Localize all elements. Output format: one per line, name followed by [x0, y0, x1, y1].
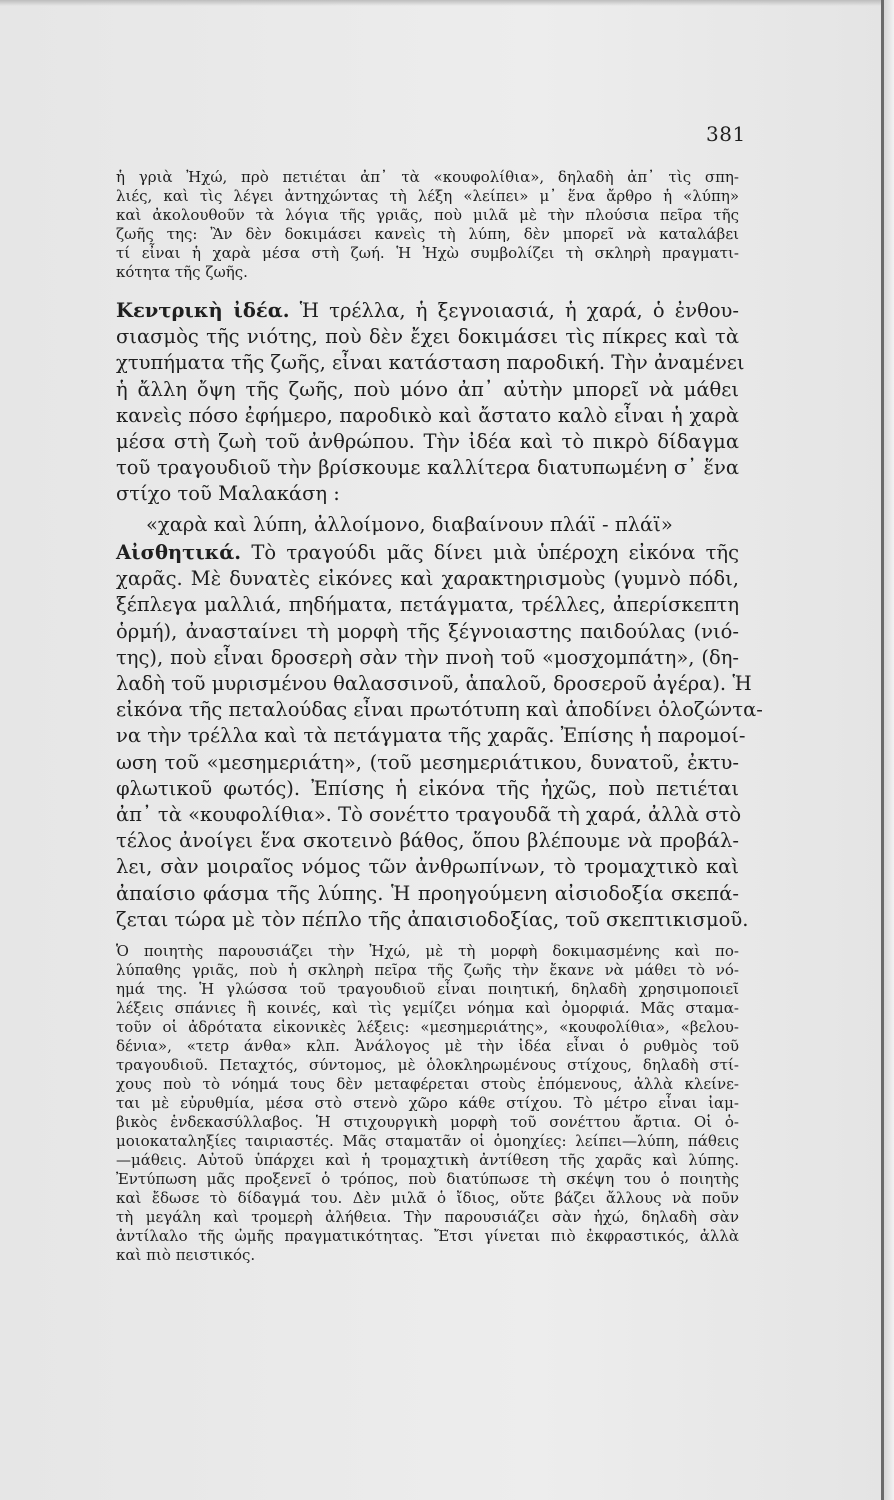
central-idea-first-line	[116, 298, 739, 324]
aesthetic-line: ὁρμή), ἀνασταίνει τὴ μορφὴ τῆς ξέγνοιαστης παιδούλας (νιό-	[116, 619, 739, 643]
central-idea-line: χτυπήματα τῆς ζωῆς, εἶναι κατάσταση παροδική. Τὴν ἀναμένει	[116, 351, 745, 375]
note-line: λέξεις σπάνιες ἢ κοινές, καὶ τὶς γεμίζει νόημα καὶ ὀμορφιά. Μᾶς σταμα-	[116, 999, 739, 1017]
aesthetic-line: της), ποὺ εἶναι δροσερὴ σὰν τὴν πνοὴ τοῦ «μοσχομπάτη», (δη-	[116, 645, 739, 669]
intro-line: λιές, καὶ τὶς λέγει ἀντηχώντας τὴ λέξη «λείπει» μ᾽ ἕνα ἄρθρο ἡ «λύπη»	[116, 187, 739, 205]
note-line: μοιοκαταληξίες ταιριαστές. Μᾶς σταματᾶν οἱ ὁμοηχίες: λείπει—λύπη, πάθεις	[116, 1132, 739, 1150]
aesthetic-line: εἰκόνα τῆς πεταλούδας εἶναι πρωτότυπη καὶ ἀποδίνει ὁλοζώντα-	[116, 698, 763, 722]
aesthetic-line: ἀπ᾽ τὰ «κουφολίθια». Τὸ σονέττο τραγουδᾶ τὴ χαρά, ἀλλὰ στὸ	[116, 803, 742, 827]
note-line: λύπαθης γριᾶς, ποὺ ἡ σκληρὴ πεῖρα τῆς ζωῆς τὴν ἔκανε νὰ μάθει τὸ νό-	[116, 961, 739, 979]
aesthetic-line: λαδὴ τοῦ μυρισμένου θαλασσινοῦ, ἁπαλοῦ, δροσεροῦ ἀγέρα). Ἡ	[116, 672, 752, 696]
note-line: ημά της. Ἡ γλώσσα τοῦ τραγουδιοῦ εἶναι ποιητική, δηλαδὴ χρησιμοποιεῖ	[116, 980, 739, 998]
intro-paragraph	[116, 168, 739, 282]
note-line: τραγουδιοῦ. Πεταχτός, σύντομος, μὲ ὁλοκληρωμένους στίχους, δηλαδὴ στί-	[116, 1056, 739, 1074]
quote-line: «χαρὰ καὶ λύπη, ἀλλοίμονο, διαβαίνουν πλάϊ - πλάϊ»	[146, 513, 673, 536]
central-idea-line: μέσα στὴ ζωὴ τοῦ ἀνθρώπου. Τὴν ἰδέα καὶ τὸ πικρὸ δίδαγμα	[116, 430, 739, 454]
note-line: τοῦν οἱ ἀδρότατα εἰκονικὲς λέξεις: «μεσημεριάτης», «κουφολίθια», «βελου-	[116, 1018, 739, 1036]
aesthetic-line: ωση τοῦ «μεσημεριάτη», (τοῦ μεσημεριάτικου, δυνατοῦ, ἐκτυ-	[116, 750, 739, 774]
aesthetic-line: τέλος ἀνοίγει ἕνα σκοτεινὸ βάθος, ὅπου βλέπουμε νὰ προβάλ-	[116, 829, 739, 853]
central-idea-line: σιασμὸς τῆς νιότης, ποὺ δὲν ἔχει δοκιμάσει τὶς πίκρες καὶ τὰ	[116, 325, 739, 349]
note-line: καὶ πιὸ πειστικός.	[116, 1246, 256, 1264]
intro-line: ἡ γριὰ Ἠχώ, πρὸ πετιέται ἀπ᾽ τὰ «κουφολίθια», δηλαδὴ ἀπ᾽ τὶς σπη-	[116, 168, 739, 186]
central-idea-paragraph	[116, 298, 745, 508]
aesthetic-paragraph	[116, 540, 763, 933]
note-line: τὴ μεγάλη καὶ τρομερὴ ἀλήθεια. Τὴν παρουσιάζει σὰν ἠχώ, δηλαδὴ σὰν	[116, 1208, 739, 1226]
intro-line: κότητα τῆς ζωῆς.	[116, 263, 248, 281]
aesthetic-heading: Αἰσθητικά.	[116, 541, 242, 564]
aesthetic-first-line	[116, 540, 739, 566]
central-idea-line: στίχο τοῦ Μαλακάση :	[116, 482, 340, 506]
aesthetic-line: ξέπλεγα μαλλιά, πηδήματα, πετάγματα, τρέλλες, ἀπερίσκεπτη	[116, 593, 739, 617]
aesthetic-text: Τὸ τραγούδι μᾶς δίνει μιὰ ὑπέροχη εἰκόνα τῆς	[241, 541, 739, 564]
note-line: καὶ ἔδωσε τὸ δίδαγμά του. Δὲν μιλᾶ ὁ ἴδιος, οὔτε βάζει ἄλλους νὰ ποῦν	[116, 1189, 739, 1207]
note-line: βικὸς ἑνδεκασύλλαβος. Ἡ στιχουργικὴ μορφὴ τοῦ σονέττου ἄρτια. Οἱ ὁ-	[116, 1113, 739, 1131]
central-idea-line: τοῦ τραγουδιοῦ τὴν βρίσκουμε καλλίτερα διατυπωμένη σ᾽ ἕνα	[116, 456, 739, 480]
aesthetic-line: χαρᾶς. Μὲ δυνατὲς εἰκόνες καὶ χαρακτηρισμοὺς (γυμνὸ πόδι,	[116, 567, 739, 591]
note-line: Ἐντύπωση μᾶς προξενεῖ ὁ τρόπος, ποὺ διατύπωσε τὴ σκέψη του ὁ ποιητὴς	[116, 1170, 739, 1188]
central-idea-text: Ἡ τρέλλα, ἡ ξεγνοιασιά, ἡ χαρά, ὁ ἐνθου-	[289, 299, 740, 322]
aesthetic-line: να τὴν τρέλλα καὶ τὰ πετάγματα τῆς χαρᾶς. Ἐπίσης ἡ παρομοί-	[116, 724, 746, 748]
aesthetic-line: ἀπαίσιο φάσμα τῆς λύπης. Ἡ προηγούμενη αἰσιοδοξία σκεπά-	[116, 881, 739, 905]
quote	[116, 512, 739, 538]
page-number: 381	[706, 122, 746, 146]
intro-line: τί εἶναι ἡ χαρὰ μέσα στὴ ζωή. Ἡ Ἠχὼ συμβολίζει τὴ σκληρὴ πραγματι-	[116, 244, 739, 262]
page-edge-shade	[884, 0, 894, 1500]
page-edge-line	[881, 0, 884, 1500]
note-line: χους ποὺ τὸ νόημά τους δὲν μεταφέρεται στοὺς ἑπόμενους, ἀλλὰ κλείνε-	[116, 1075, 739, 1093]
note-line: Ὁ ποιητὴς παρουσιάζει τὴν Ἠχώ, μὲ τὴ μορφὴ δοκιμασμένης καὶ πο-	[116, 942, 739, 960]
central-idea-heading: Κεντρικὴ ἰδέα.	[116, 299, 290, 322]
intro-line: ζωῆς της: Ἂν δὲν δοκιμάσει κανεὶς τὴ λύπη, δὲν μπορεῖ νὰ καταλάβει	[116, 225, 739, 243]
note-line: δένια», «τετρ άνθα» κλπ. Ἀνάλογος μὲ τὴν ἰδέα εἶναι ὁ ρυθμὸς τοῦ	[116, 1037, 739, 1055]
intro-line: καὶ ἀκολουθοῦν τὰ λόγια τῆς γριᾶς, ποὺ μιλᾶ μὲ τὴν πλούσια πεῖρα τῆς	[116, 206, 739, 224]
note-line: ἀντίλαλο τῆς ὠμῆς πραγματικότητας. Ἔτσι γίνεται πιὸ ἐκφραστικός, ἀλλὰ	[116, 1227, 739, 1245]
note-line: ται μὲ εὐρυθμία, μέσα στὸ στενὸ χῶρο κάθε στίχου. Τὸ μέτρο εἶναι ἰαμ-	[116, 1094, 739, 1112]
central-idea-line: ἡ ἄλλη ὄψη τῆς ζωῆς, ποὺ μόνο ἀπ᾽ αὐτὴν μπορεῖ νὰ μάθει	[116, 377, 739, 401]
notes-paragraph	[116, 942, 739, 1265]
aesthetic-line: φλωτικοῦ φωτός). Ἐπίσης ἡ εἰκόνα τῆς ἠχῶς, ποὺ πετιέται	[116, 776, 739, 800]
top-shadow	[0, 0, 894, 6]
aesthetic-line: λει, σὰν μοιραῖος νόμος τῶν ἀνθρωπίνων, τὸ τρομαχτικὸ καὶ	[116, 855, 739, 879]
note-line: —μάθεις. Αὐτοῦ ὑπάρχει καὶ ἡ τρομαχτικὴ ἀντίθεση τῆς χαρᾶς καὶ λύπης.	[116, 1151, 739, 1169]
aesthetic-line: ζεται τώρα μὲ τὸν πέπλο τῆς ἀπαισιοδοξίας, τοῦ σκεπτικισμοῦ.	[116, 907, 749, 931]
central-idea-line: κανεὶς πόσο ἐφήμερο, παροδικὸ καὶ ἄστατο καλὸ εἶναι ἡ χαρὰ	[116, 403, 739, 427]
